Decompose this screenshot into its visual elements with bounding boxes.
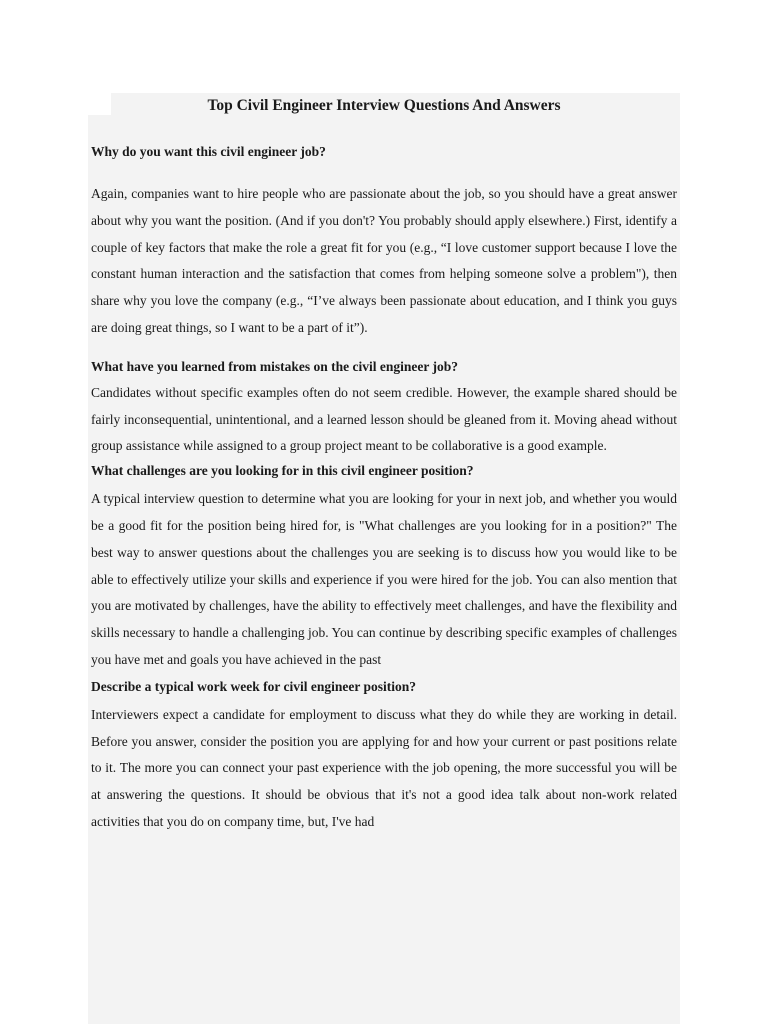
answer-3: A typical interview question to determine what you are looking for your in next job, and whether you would be a good fit for the position being hired for, is "What challenges are you looking for in a position?" The best way to answer questions about the challenges you are seeking is to discuss how you would like to be able to effectively utilize your skills and experience if you were hired for the job. You can also mention that you are motivated by challenges, have the ability to effectively meet challenges, and have the flexibility and skills necessary to handle a challenging job. You can continue by describing specific examples of challenges you have met and goals you have achieved in the past xyxy=(91,491,677,667)
question-1: Why do you want this civil engineer job? xyxy=(91,144,326,159)
question-3: What challenges are you looking for in this civil engineer position? xyxy=(91,463,474,479)
document-body xyxy=(91,93,677,836)
question-4: Describe a typical work week for civil engineer position? xyxy=(91,678,416,694)
answer-2: Candidates without specific examples often do not seem credible. However, the example shared should be fairly inconsequential, unintentional, and a learned lesson should be gleaned from it. Moving ahead without group assistance while assigned to a group project meant to be collaborative is a good example. xyxy=(91,384,677,454)
answer-1: Again, companies want to hire people who are passionate about the job, so you should have a great answer about why you want the position. (And if you don't? You probably should apply elsewhere.) First, identify a couple of key factors that make the role a great fit for you (e.g., “I love customer support because I love the constant human interaction and the satisfaction that comes from helping someone solve a problem"), then share why you love the company (e.g., “I’ve always been passionate about education, and I think you guys are doing great things, so I want to be a part of it”). xyxy=(91,186,677,335)
document-title: Top Civil Engineer Interview Questions And Answers xyxy=(207,97,561,114)
answer-4: Interviewers expect a candidate for employment to discuss what they do while they are working in detail. Before you answer, consider the position you are applying for and how your current or past positions relate to it. The more you can connect your past experience with the job opening, the more successful you will be at answering the questions. It should be obvious that it's not a good idea talk about non-work related activities that you do on company time, but, I've had xyxy=(91,706,677,829)
question-2: What have you learned from mistakes on the civil engineer job? xyxy=(91,358,458,374)
